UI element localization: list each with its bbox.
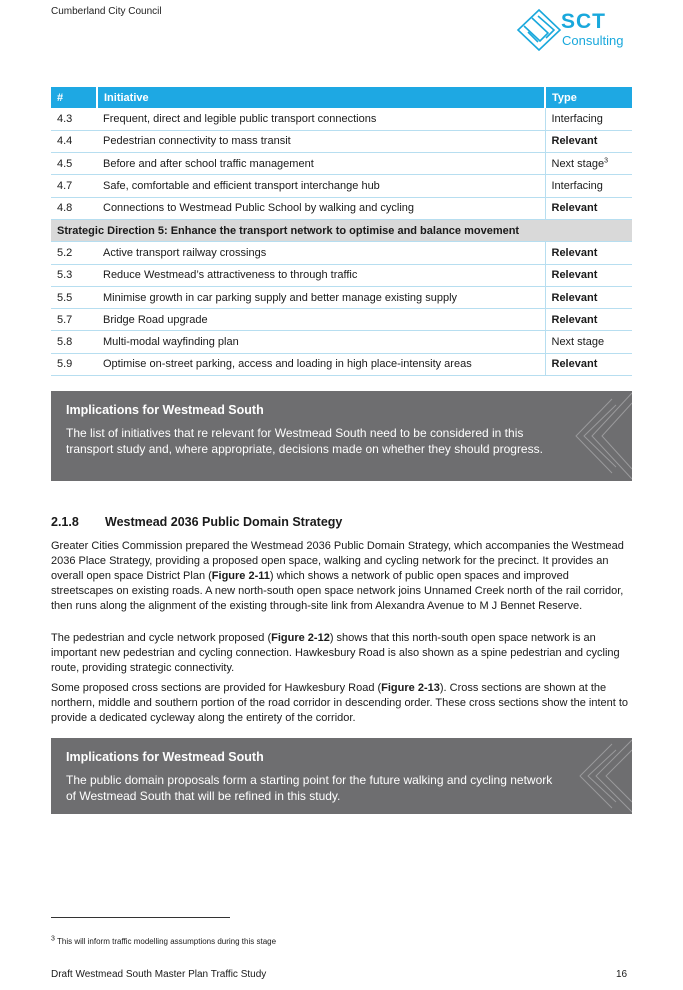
cell-initiative: Safe, comfortable and efficient transport interchange hub (97, 175, 545, 197)
cell-type (545, 108, 632, 130)
footer-title: Draft Westmead South Master Plan Traffic Study (51, 969, 267, 980)
figure-reference: Figure 2-11 (211, 570, 270, 582)
paragraph-1 (51, 539, 631, 614)
implications-box-2 (51, 738, 632, 814)
decorative-chevron-icon (552, 738, 632, 814)
cell-number: 5.9 (51, 353, 97, 375)
cell-number: 5.3 (51, 264, 97, 286)
paragraph-text: Greater Cities Commission prepared the Westmead 2036 Public Domain Strategy, which accompanies the Westmead 2036 Place Strategy, providing a proposed open space, walking and cycling network for the precinct. It provides an overall open space District Plan ( (51, 540, 624, 582)
cell-type (545, 130, 632, 152)
cell-initiative: Pedestrian connectivity to mass transit (97, 130, 545, 152)
table-section-row (51, 219, 632, 241)
footnote-text: This will inform traffic modelling assumptions during this stage (54, 937, 277, 946)
cell-type (545, 197, 632, 219)
paragraph-text: ) which shows a network of public open spaces and improved streetscapes on existing roads. A new north-south open space network joins Unnamed Creek north of the rail corridor, then runs along the alignment of the existing through-site link from Alexandra Avenue to M J Bennet Reserve. (51, 570, 624, 612)
type-label: Interfacing (551, 180, 603, 193)
decorative-chevron-icon (552, 391, 632, 481)
header-org: Cumberland City Council (51, 6, 162, 17)
cell-number: 5.2 (51, 242, 97, 264)
col-header-number: # (51, 87, 97, 108)
type-label: Relevant (551, 291, 598, 304)
paragraph-2 (51, 631, 631, 676)
table-row (51, 130, 632, 152)
sct-logo (516, 8, 636, 52)
table-row (51, 197, 632, 219)
page-number: 16 (616, 969, 628, 980)
initiatives-table (51, 87, 632, 376)
cell-initiative: Bridge Road upgrade (97, 309, 545, 331)
paragraph-3 (51, 681, 631, 726)
figure-reference: Figure 2-12 (271, 632, 330, 644)
col-header-type: Type (545, 87, 632, 108)
type-label: Relevant (551, 313, 598, 326)
cell-initiative: Before and after school traffic management (97, 153, 545, 175)
paragraph-text: ). Cross sections are shown at the northern, middle and southern portion of the road corridor in descending order. These cross sections show the intent to provide a dedicated cycleway along the entirety of the corridor. (51, 682, 629, 724)
cell-type (545, 153, 632, 175)
type-label: Relevant (551, 246, 598, 259)
implications-box-1 (51, 391, 632, 481)
paragraph-text: The pedestrian and cycle network proposed ( (51, 632, 272, 644)
implications-title: Implications for Westmead South (66, 403, 264, 417)
paragraph-text: Some proposed cross sections are provided for Hawkesbury Road ( (51, 682, 382, 694)
type-label: Relevant (551, 358, 598, 371)
cell-initiative: Active transport railway crossings (97, 242, 545, 264)
table-row (51, 331, 632, 353)
cell-type (545, 175, 632, 197)
implications-title: Implications for Westmead South (66, 750, 264, 764)
section-number: 2.1.8 (51, 515, 79, 529)
type-label: Interfacing (551, 112, 603, 125)
cell-type (545, 264, 632, 286)
table-header-row (51, 87, 632, 108)
footnote (51, 937, 276, 946)
sct-logo-icon (516, 8, 562, 52)
cell-type (545, 309, 632, 331)
cell-type (545, 242, 632, 264)
cell-type (545, 286, 632, 308)
table-row (51, 264, 632, 286)
footnote-reference: 3 (604, 157, 608, 165)
table-row (51, 309, 632, 331)
cell-number: 5.8 (51, 331, 97, 353)
cell-number: 4.5 (51, 153, 97, 175)
cell-initiative: Frequent, direct and legible public transport connections (97, 108, 545, 130)
cell-initiative: Minimise growth in car parking supply and better manage existing supply (97, 286, 545, 308)
type-label: Next stage (551, 157, 605, 170)
type-label: Relevant (551, 135, 598, 148)
cell-initiative: Multi-modal wayfinding plan (97, 331, 545, 353)
cell-number: 5.5 (51, 286, 97, 308)
table-row (51, 286, 632, 308)
figure-reference: Figure 2-13 (381, 682, 440, 694)
cell-number: 4.3 (51, 108, 97, 130)
cell-initiative: Reduce Westmead’s attractiveness to through traffic (97, 264, 545, 286)
table-row (51, 353, 632, 375)
table-row (51, 153, 632, 175)
type-label: Relevant (551, 269, 598, 282)
type-label: Next stage (551, 336, 605, 349)
logo-subtitle: Consulting (562, 33, 624, 48)
cell-number: 4.8 (51, 197, 97, 219)
footnote-divider (51, 917, 230, 918)
section-title: Westmead 2036 Public Domain Strategy (105, 515, 343, 529)
cell-type (545, 331, 632, 353)
cell-number: 4.7 (51, 175, 97, 197)
footnote-marker: 3 (51, 935, 55, 943)
table-row (51, 108, 632, 130)
type-label: Relevant (551, 202, 598, 215)
cell-number: 5.7 (51, 309, 97, 331)
table-body (51, 108, 632, 376)
section-label: Strategic Direction 5: Enhance the transport network to optimise and balance movement (51, 219, 632, 241)
col-header-initiative: Initiative (97, 87, 545, 108)
cell-type (545, 353, 632, 375)
table-row (51, 175, 632, 197)
section-heading (51, 515, 342, 529)
logo-wordmark: SCT (561, 10, 606, 33)
cell-number: 4.4 (51, 130, 97, 152)
cell-initiative: Optimise on-street parking, access and loading in high place-intensity areas (97, 353, 545, 375)
table-row (51, 242, 632, 264)
paragraph-text: ) shows that this north-south open space network is an important new pedestrian and cycling connection. Hawkesbury Road is also shown as a spine pedestrian and cycling route, providing strategic connectivity. (51, 632, 620, 674)
implications-body: The public domain proposals form a starting point for the future walking and cycling network of Westmead South that will be refined in this study. (66, 773, 553, 803)
cell-initiative: Connections to Westmead Public School by walking and cycling (97, 197, 545, 219)
implications-body: The list of initiatives that re relevant for Westmead South need to be considered in this transport study and, where appropriate, decisions made on whether they should progress. (66, 426, 543, 456)
